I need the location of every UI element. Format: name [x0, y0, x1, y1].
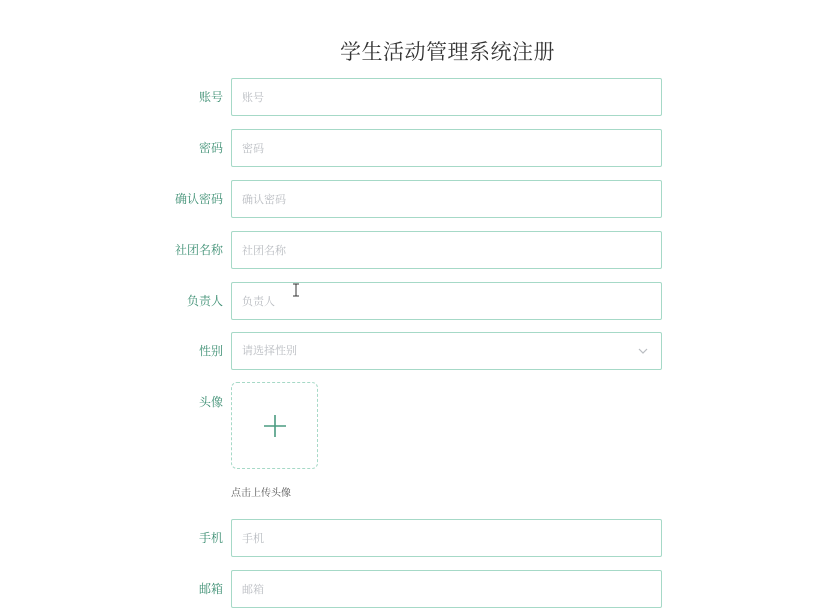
text-cursor-icon [292, 283, 300, 297]
email-input[interactable] [232, 571, 661, 607]
club-name-field-box [231, 231, 662, 269]
phone-row [0, 519, 829, 557]
avatar-upload-hint: 点击上传头像 [231, 488, 291, 499]
password-label: 密码 [198, 141, 223, 155]
leader-row [0, 282, 829, 320]
club-name-input[interactable] [232, 232, 661, 268]
page-title: 学生活动管理系统注册 [340, 40, 555, 64]
gender-select-placeholder: 请选择性别 [242, 344, 297, 357]
email-label: 邮箱 [198, 582, 223, 596]
email-row [0, 570, 829, 608]
gender-row [0, 332, 829, 370]
club-name-label: 社团名称 [174, 243, 223, 257]
avatar-label: 头像 [198, 395, 223, 409]
gender-select[interactable] [231, 332, 662, 370]
account-field-box [231, 78, 662, 116]
password-row [0, 129, 829, 167]
password-input[interactable] [232, 130, 661, 166]
phone-label: 手机 [198, 531, 223, 545]
confirm-password-row [0, 180, 829, 218]
leader-label: 负责人 [186, 294, 223, 308]
password-field-box [231, 129, 662, 167]
confirm-password-field-box [231, 180, 662, 218]
avatar-upload-button[interactable] [231, 382, 318, 469]
email-field-box [231, 570, 662, 608]
confirm-password-label: 确认密码 [174, 192, 223, 206]
confirm-password-input[interactable] [232, 181, 661, 217]
account-label: 账号 [198, 90, 223, 104]
club-name-row [0, 231, 829, 269]
phone-input[interactable] [232, 520, 661, 556]
account-input[interactable] [232, 79, 661, 115]
account-row [0, 78, 829, 116]
phone-field-box [231, 519, 662, 557]
gender-label: 性别 [198, 344, 223, 358]
chevron-down-icon [637, 345, 649, 357]
plus-icon [263, 414, 287, 438]
